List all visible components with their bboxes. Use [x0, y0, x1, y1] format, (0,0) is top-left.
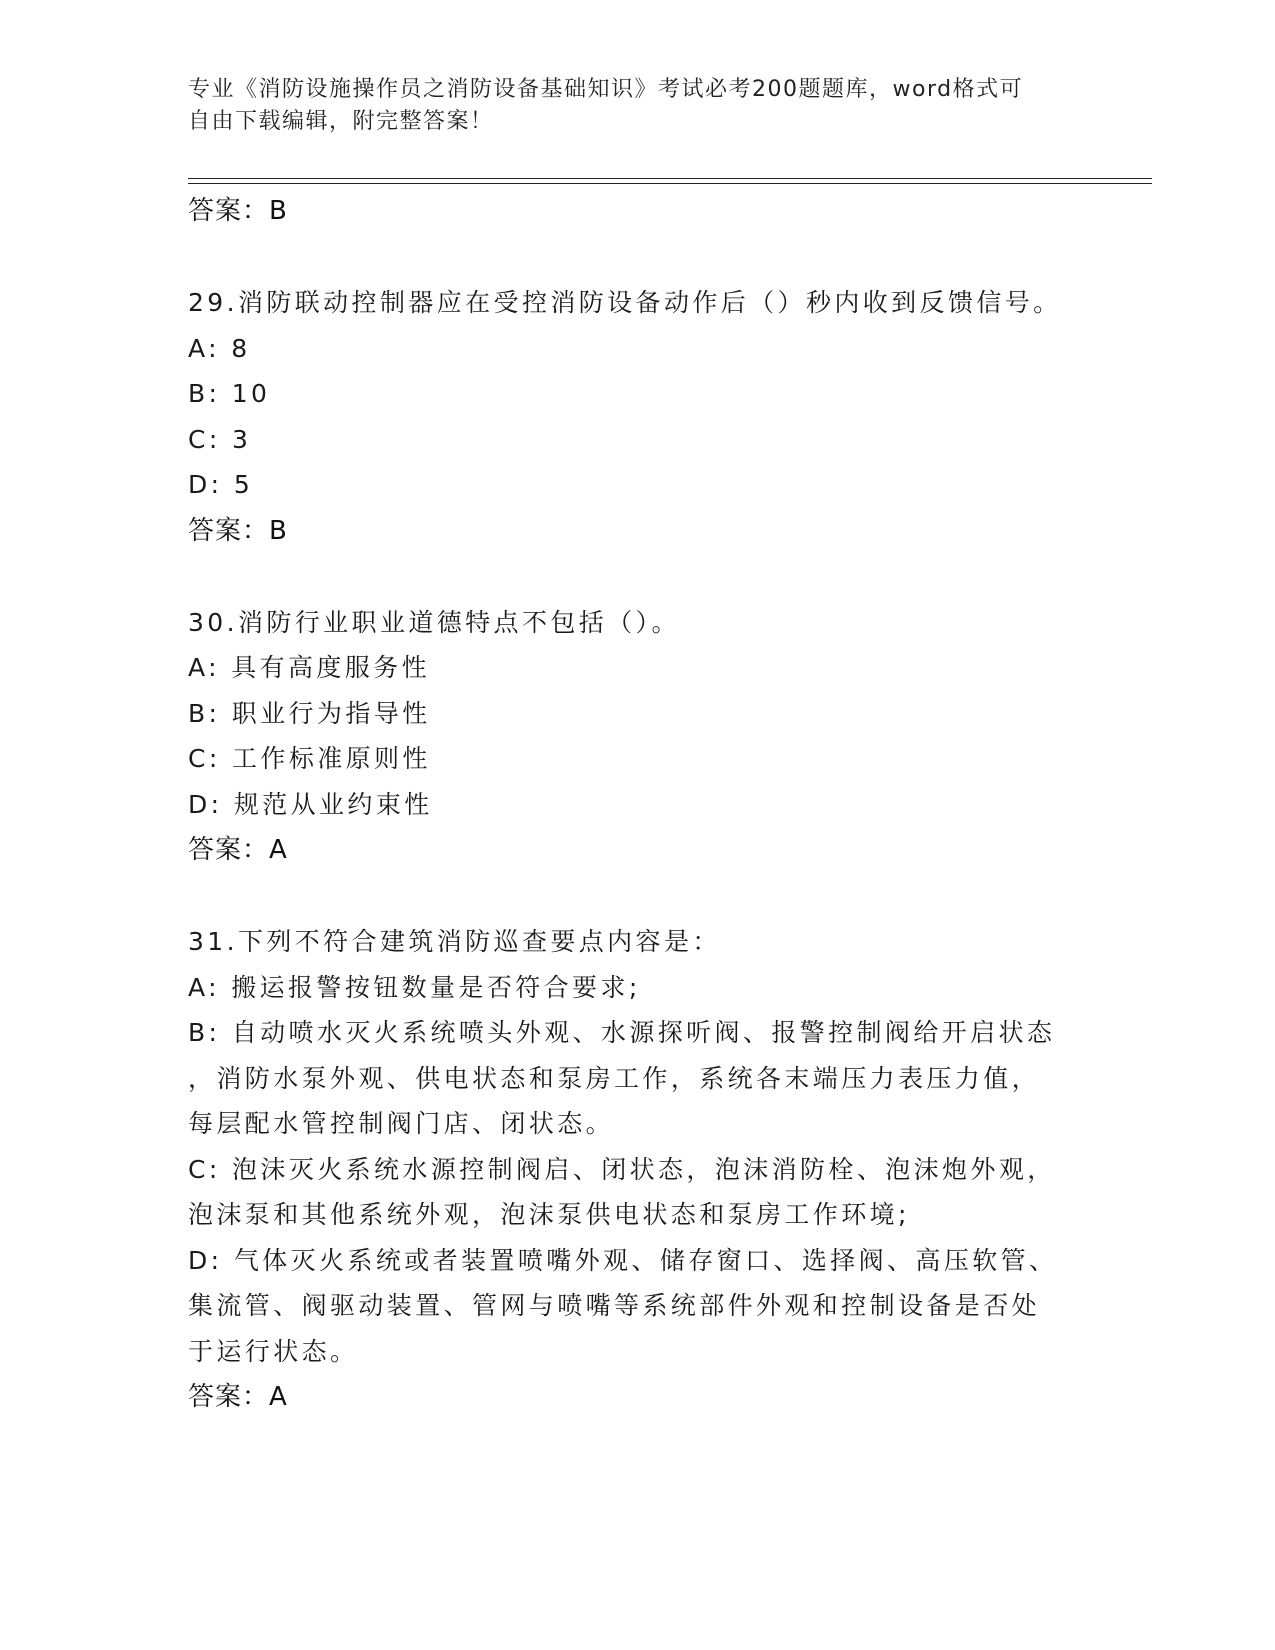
option-a: A: 具有高度服务性 — [188, 653, 431, 682]
option-d-line-2: 集流管、阀驱动装置、管网与喷嘴等系统部件外观和控制设备是否处 — [188, 1291, 1041, 1320]
option-c-line-1: C: 泡沫灭火系统水源控制阀启、闭状态，泡沫消防栓、泡沫炮外观， — [188, 1154, 1056, 1184]
question-stem: 31.下列不符合建筑消防巡查要点内容是： — [188, 927, 721, 956]
option-b: B: 职业行为指导性 — [188, 698, 431, 728]
answer-line: 答案：A — [188, 1382, 288, 1412]
answer-line: 答案：A — [188, 835, 288, 865]
question-block — [188, 600, 1088, 874]
option-d: D: 5 — [188, 470, 254, 499]
header-line-2: 自由下载编辑，附完整答案！ — [188, 109, 494, 134]
answer-line: 答案：B — [188, 196, 288, 226]
option-b-line-1: B: 自动喷水灭火系统喷头外观、水源探听阀、报警控制阀给开启状态 — [188, 1018, 1056, 1047]
option-d-line-1: D: 气体灭火系统或者装置喷嘴外观、储存窗口、选择阀、高压软管、 — [188, 1245, 1058, 1275]
option-c — [188, 1147, 1088, 1238]
option-c: C: 工作标准原则性 — [188, 744, 431, 773]
option-b-line-3: 每层配水管控制阀门店、闭状态。 — [188, 1109, 615, 1138]
document-body — [188, 188, 1088, 1420]
option-d — [188, 1238, 1088, 1375]
spacer — [188, 554, 1088, 600]
option-d: D: 规范从业约束性 — [188, 789, 433, 819]
question-stem: 29.消防联动控制器应在受控消防设备动作后（）秒内收到反馈信号。 — [188, 288, 1062, 317]
spacer — [188, 873, 1088, 919]
option-a: A: 8 — [188, 333, 251, 363]
header-rule-bottom — [188, 183, 1152, 184]
option-c-line-2: 泡沫泵和其他系统外观，泡沫泵供电状态和泵房工作环境; — [188, 1200, 910, 1229]
question-block — [188, 280, 1088, 554]
header-line-1: 专业《消防设施操作员之消防设备基础知识》考试必考200题题库，word格式可 — [188, 77, 1024, 102]
option-d-line-3: 于运行状态。 — [188, 1336, 359, 1366]
option-b-line-2: ，消防水泵外观、供电状态和泵房工作，系统各末端压力表压力值， — [188, 1063, 1041, 1093]
option-a: A: 搬运报警按钮数量是否符合要求; — [188, 972, 641, 1002]
header-rule-top — [188, 178, 1152, 179]
question-stem: 30.消防行业职业道德特点不包括（）。 — [188, 607, 680, 637]
question-block — [188, 919, 1088, 1420]
document-header — [188, 74, 1088, 138]
spacer — [188, 234, 1088, 280]
option-b — [188, 1010, 1088, 1147]
answer-line: 答案：B — [188, 515, 288, 546]
option-b: B: 10 — [188, 379, 271, 408]
option-c: C: 3 — [188, 424, 252, 454]
